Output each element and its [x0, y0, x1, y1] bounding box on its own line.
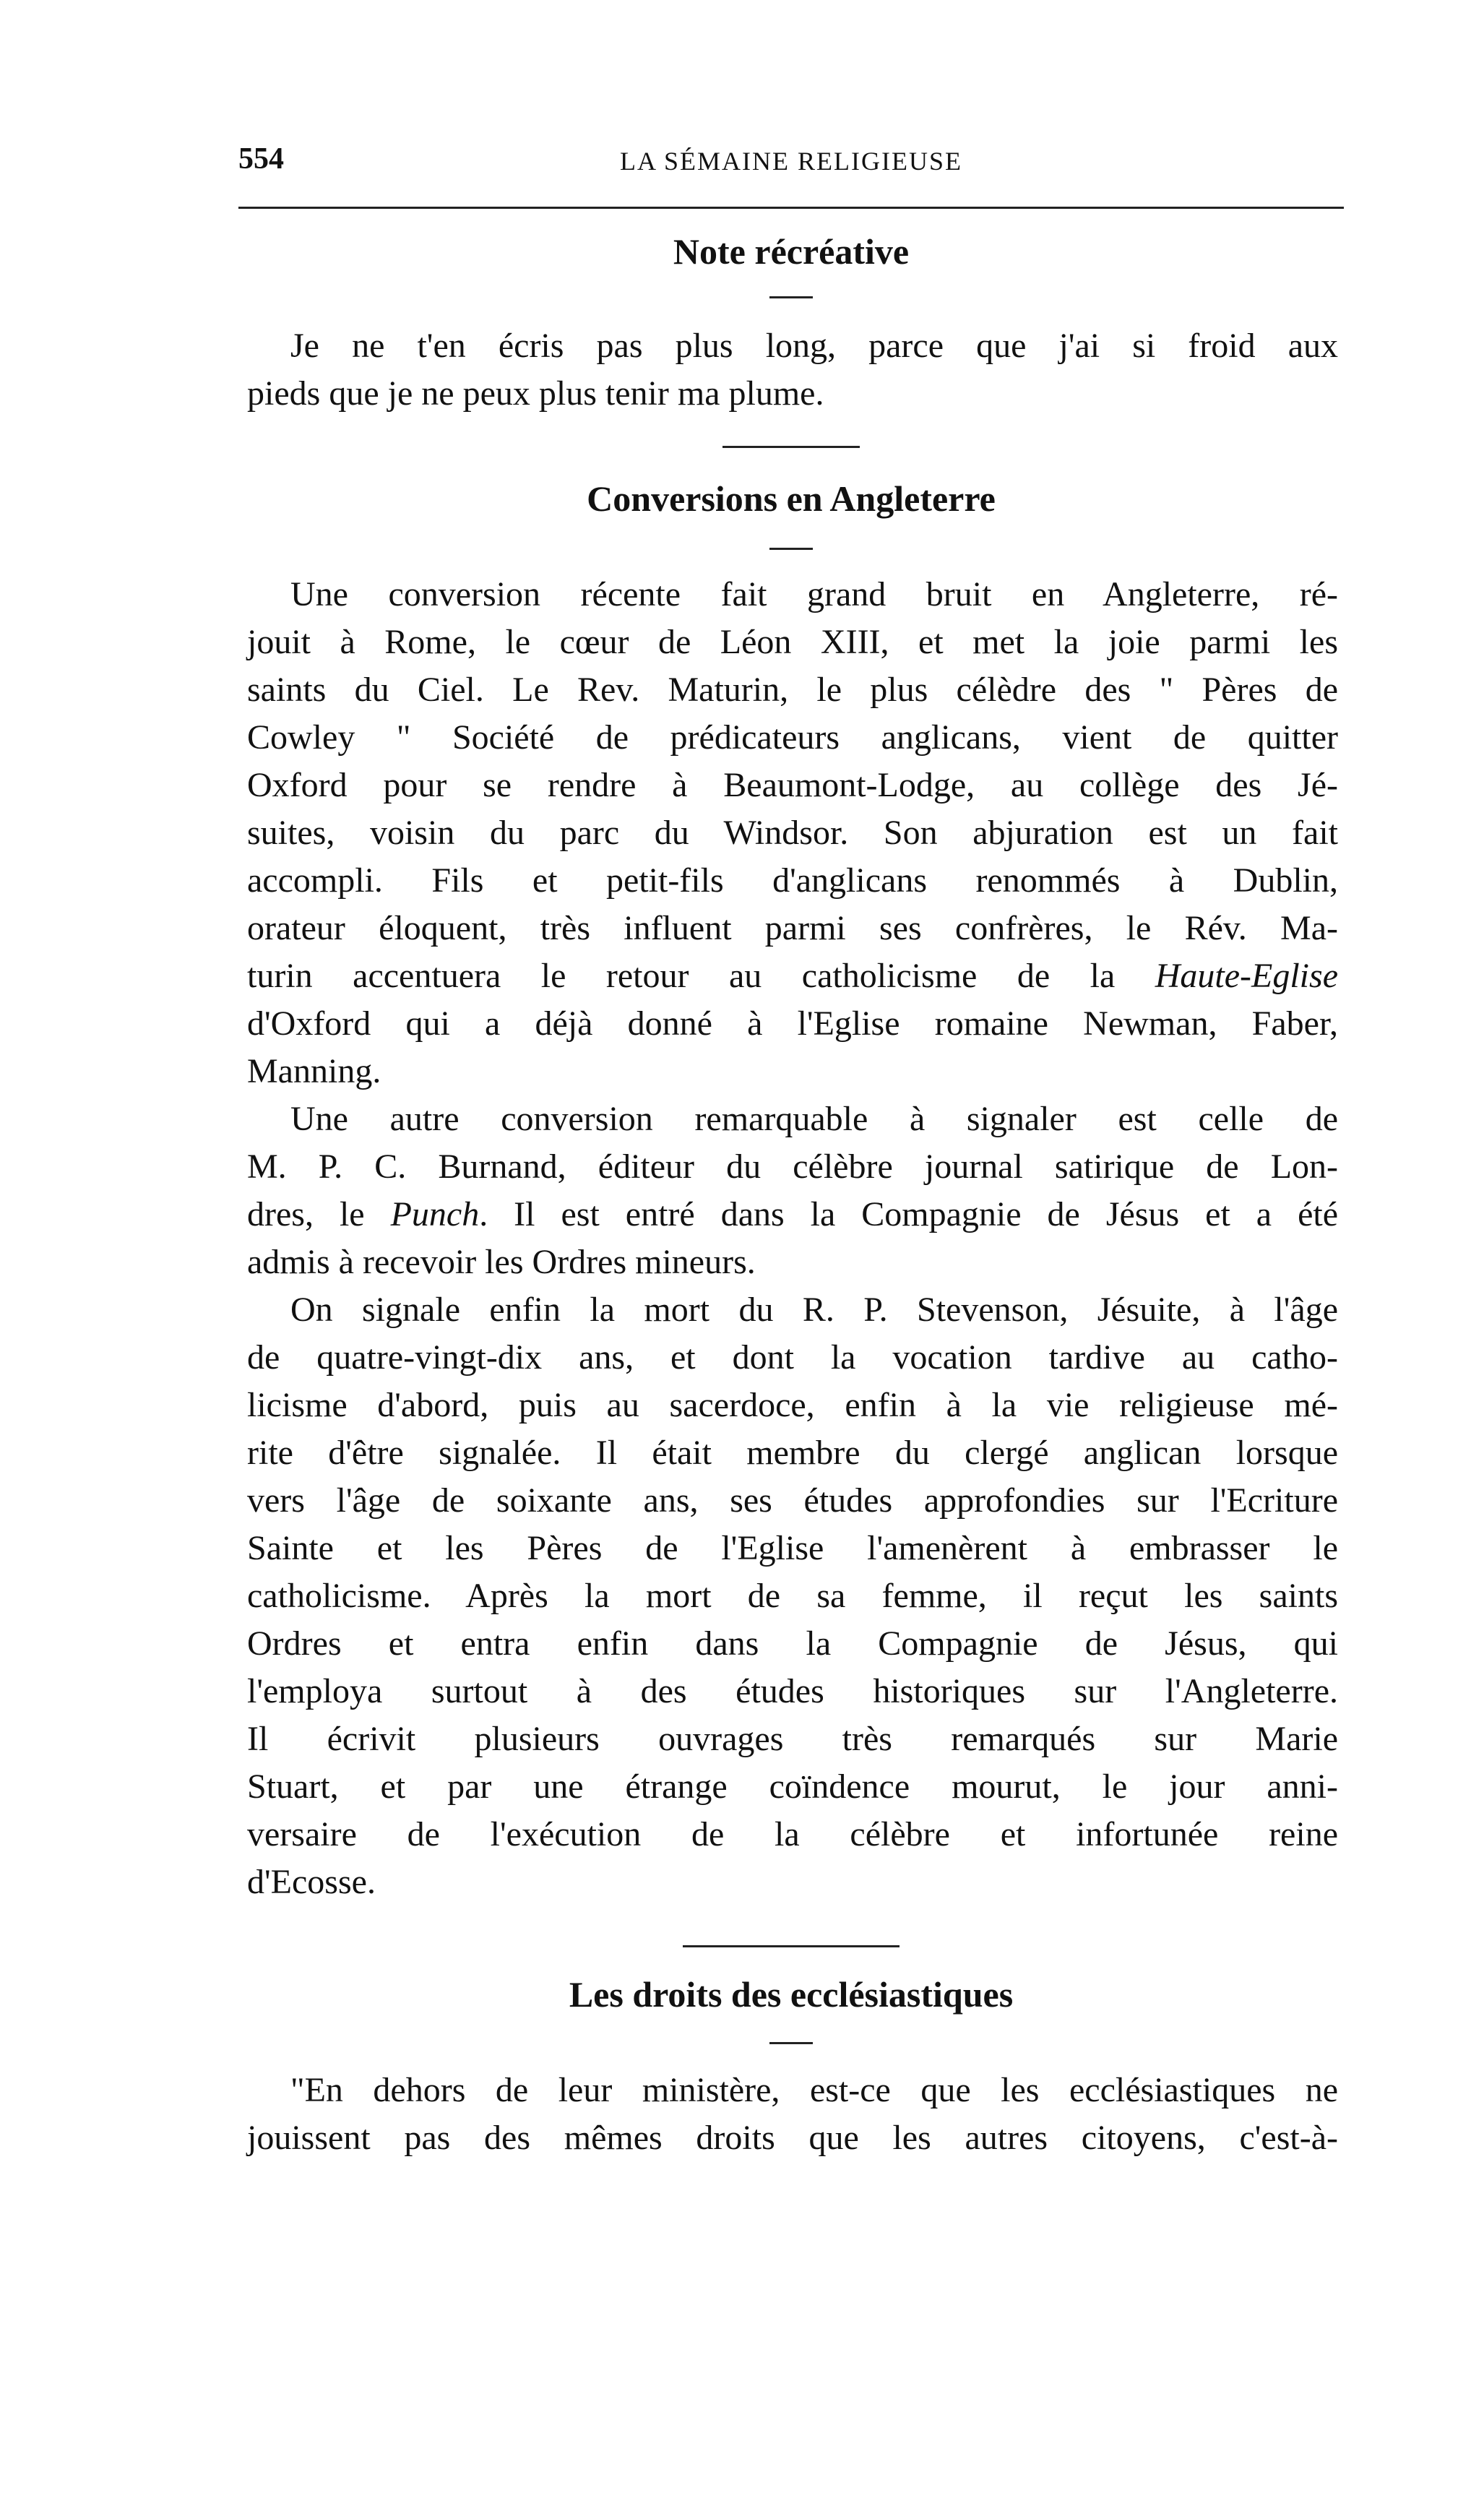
paragraph	[247, 2067, 1338, 2162]
text-line: jouit à Rome, le cœur de Léon XIII, et met la joie parmi les	[247, 623, 1338, 661]
text-line: saints du Ciel. Le Rev. Maturin, le plus célèdre des " Pères de	[247, 671, 1338, 709]
italic-term: Haute-Eglise	[1155, 957, 1338, 995]
text-line: d'Oxford qui a déjà donné à l'Eglise romaine Newman, Faber,	[247, 1004, 1338, 1043]
text-line: versaire de l'exécution de la célèbre et infortunée reine	[247, 1815, 1338, 1853]
text-line: Il écrivit plusieurs ouvrages très remarqués sur Marie	[247, 1720, 1338, 1758]
title-dash	[769, 548, 813, 550]
text-line: "En dehors de leur ministère, est-ce que les ecclésiastiques ne	[290, 2071, 1338, 2109]
text-line: admis à recevoir les Ordres mineurs.	[247, 1243, 756, 1281]
text-line: licisme d'abord, puis au sacerdoce, enfin à la vie religieuse mé-	[247, 1386, 1338, 1424]
text-line: dres, le Punch. Il est entré dans la Compagnie de Jésus et a été	[247, 1195, 1339, 1233]
page-number: 554	[238, 142, 284, 176]
title-dash	[769, 296, 813, 298]
text-line: jouissent pas des mêmes droits que les autres citoyens, c'est-à-	[247, 2119, 1338, 2157]
paragraph	[247, 1286, 1338, 1906]
text-line: orateur éloquent, très influent parmi ses confrères, le Rév. Ma-	[247, 909, 1338, 947]
title-dash	[769, 2042, 813, 2044]
paragraph	[247, 322, 1338, 418]
text-line: accompli. Fils et petit-fils d'anglicans renommés à Dublin,	[247, 861, 1338, 900]
text-line: Une autre conversion remarquable à signaler est celle de	[290, 1100, 1338, 1138]
text-line: d'Ecosse.	[247, 1863, 376, 1901]
paragraph	[247, 1095, 1338, 1286]
text-line: Cowley " Société de prédicateurs anglicans, vient de quitter	[247, 718, 1338, 757]
section-divider	[683, 1945, 900, 1947]
header-rule	[238, 207, 1344, 209]
journal-title: LA SÉMAINE RELIGIEUSE	[620, 147, 962, 176]
text-line: de quatre-vingt-dix ans, et dont la vocation tardive au catho-	[247, 1338, 1338, 1377]
italic-term: Punch	[390, 1195, 480, 1233]
text-line: vers l'âge de soixante ans, ses études approfondies sur l'Ecriture	[247, 1481, 1338, 1520]
text-line: l'employa surtout à des études historiques sur l'Angleterre.	[247, 1672, 1338, 1710]
section-title-conversions: Conversions en Angleterre	[587, 478, 996, 519]
section-title-droits-ecclesiastiques: Les droits des ecclésiastiques	[569, 1974, 1014, 2015]
text-line: Stuart, et par une étrange coïndence mourut, le jour anni-	[247, 1767, 1338, 1806]
section-title-note-recreative: Note récréative	[673, 231, 910, 272]
text-line: Oxford pour se rendre à Beaumont-Lodge, au collège des Jé-	[247, 766, 1338, 804]
text-line: Manning.	[247, 1052, 381, 1090]
text-line: Je ne t'en écris pas plus long, parce que j'ai si froid aux	[290, 327, 1338, 365]
text-line: rite d'être signalée. Il était membre du clergé anglican lorsque	[247, 1434, 1338, 1472]
text-line: M. P. C. Burnand, éditeur du célèbre journal satirique de Lon-	[247, 1147, 1338, 1186]
text-line: Ordres et entra enfin dans la Compagnie de Jésus, qui	[247, 1624, 1338, 1663]
paragraph	[247, 571, 1338, 1095]
section-divider	[722, 446, 860, 448]
text-line: turin accentuera le retour au catholicisme de la Haute-Eglise	[247, 957, 1338, 995]
text-line: catholicisme. Après la mort de sa femme, il reçut les saints	[247, 1577, 1338, 1615]
text-line: suites, voisin du parc du Windsor. Son abjuration est un fait	[247, 814, 1338, 852]
text-line: On signale enfin la mort du R. P. Stevenson, Jésuite, à l'âge	[290, 1291, 1338, 1329]
text-line: Sainte et les Pères de l'Eglise l'amenèrent à embrasser le	[247, 1529, 1338, 1567]
text-line: Une conversion récente fait grand bruit en Angleterre, ré-	[290, 575, 1338, 613]
text-line: pieds que je ne peux plus tenir ma plume.	[247, 374, 824, 413]
running-head	[238, 142, 1344, 185]
